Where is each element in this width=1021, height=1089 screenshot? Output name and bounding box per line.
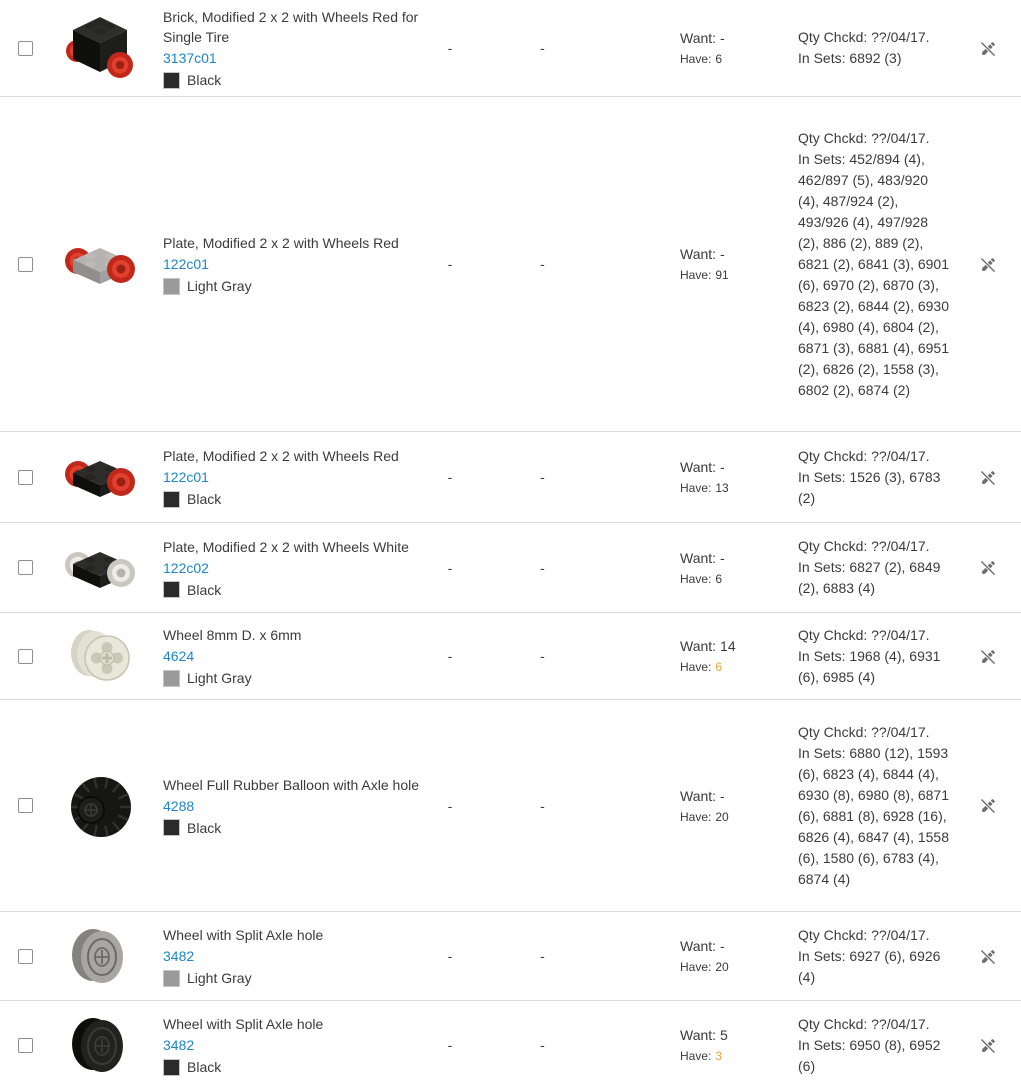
in-sets-values: 1968 (4), 6931 (6), 6985 (4) — [798, 647, 941, 685]
part-color — [163, 277, 420, 295]
column-value-2: - — [540, 797, 545, 814]
qty-checked-line — [798, 446, 949, 467]
qty-checked-value: ??/04/17. — [871, 626, 930, 643]
qty-checked-value: ??/04/17. — [871, 723, 930, 740]
black-plate-white-wheels-image[interactable] — [64, 532, 136, 604]
edit-disabled-icon[interactable] — [980, 948, 997, 965]
qty-checked-value: ??/04/17. — [871, 1015, 930, 1032]
part-image-cell — [50, 532, 150, 604]
have-value: 13 — [715, 481, 729, 495]
checkbox-cell — [0, 1038, 50, 1053]
part-number-link[interactable]: 3482 — [163, 1037, 195, 1053]
qty-checked-label: Qty Chckd: — [798, 29, 868, 45]
qty-checked-label: Qty Chckd: — [798, 129, 868, 146]
column-value-1: - — [447, 1037, 453, 1053]
have-line — [680, 810, 790, 824]
part-info-cell — [150, 233, 420, 295]
part-name: Brick, Modified 2 x 2 with Wheels Red for Single Tire — [163, 9, 419, 45]
color-name: Light Gray — [187, 278, 252, 294]
part-image-cell — [50, 620, 150, 692]
part-color — [163, 1058, 420, 1076]
in-sets-values: 6927 (6), 6926 (4) — [798, 947, 941, 985]
qty-sets-cell — [790, 27, 955, 69]
edit-cell — [955, 40, 1021, 57]
have-value: 20 — [715, 960, 729, 974]
light-gray-split-axle-wheel-image[interactable] — [64, 920, 136, 992]
qty-checked-label: Qty Chckd: — [798, 447, 868, 464]
color-name: Light Gray — [187, 670, 252, 686]
row-checkbox[interactable] — [18, 41, 33, 56]
have-label: Have: — [680, 960, 712, 974]
part-number-link[interactable]: 4624 — [163, 648, 195, 664]
checkbox-cell — [0, 257, 50, 272]
want-line — [680, 246, 790, 262]
in-sets-text — [798, 1035, 949, 1077]
part-image-cell — [50, 12, 150, 84]
checkbox-cell — [0, 470, 50, 485]
column-value-2: - — [540, 40, 545, 56]
color-name: Black — [187, 72, 222, 88]
part-name: Wheel Full Rubber Balloon with Axle hole — [163, 776, 420, 793]
part-number-link[interactable]: 4288 — [163, 797, 195, 814]
want-have-cell — [605, 459, 790, 495]
part-name: Wheel with Split Axle hole — [163, 927, 324, 943]
have-line — [680, 960, 790, 974]
qty-checked-line — [798, 536, 949, 557]
have-line — [680, 481, 790, 495]
in-sets-text — [798, 646, 949, 688]
column-value-1: - — [447, 559, 453, 576]
row-checkbox[interactable] — [18, 1038, 33, 1053]
part-number-link[interactable]: 3137c01 — [163, 50, 217, 66]
in-sets-values: 452/894 (4), 462/897 (5), 483/920 (4), 487/924 (2), 493/926 (4), 497/928 (2), 886 (2), 889 (2), 6821 (2), 6841 (3), 6901 (6), 6970 (2), 6870 (3), 6823 (2), 6844 (2), 6930 (4), 6980 (4), 6804 (2), 6871 (3), 6881 (4), 6951 (2), 6826 (2), 1558 (3), 6802 (2), 6874 (2) — [798, 150, 949, 398]
part-image-cell — [50, 1009, 150, 1081]
black-split-axle-wheel-image[interactable] — [64, 1009, 136, 1081]
want-line — [680, 1027, 790, 1043]
want-label: Want: — [680, 246, 717, 262]
edit-cell — [955, 559, 1021, 576]
edit-disabled-icon[interactable] — [980, 469, 997, 486]
want-line — [680, 938, 790, 954]
want-value: - — [720, 938, 725, 954]
want-value: 14 — [720, 638, 736, 654]
color-name: Black — [187, 581, 222, 598]
want-value: - — [720, 246, 725, 262]
in-sets-label: In Sets: — [798, 947, 846, 964]
row-checkbox[interactable] — [18, 798, 33, 813]
qty-checked-label: Qty Chckd: — [798, 538, 868, 554]
in-sets-label: In Sets: — [798, 744, 846, 761]
want-have-cell — [605, 30, 790, 66]
in-sets-values: 1526 (3), 6783 (2) — [798, 468, 941, 506]
part-number-link[interactable]: 122c01 — [163, 256, 209, 272]
have-line — [680, 660, 790, 674]
part-row — [0, 700, 1021, 912]
in-sets-values: 6827 (2), 6849 (2), 6883 (4) — [798, 559, 941, 596]
qty-checked-line — [798, 1014, 949, 1035]
edit-cell — [955, 1037, 1021, 1054]
have-label: Have: — [680, 52, 712, 66]
part-info-cell — [150, 1014, 420, 1076]
color-swatch — [163, 72, 180, 89]
in-sets-text — [798, 743, 949, 890]
part-row — [0, 0, 1021, 97]
have-value: 6 — [715, 571, 723, 586]
part-name: Wheel 8mm D. x 6mm — [163, 627, 302, 643]
want-line — [680, 788, 790, 804]
want-value: 5 — [720, 1027, 728, 1043]
qty-checked-line — [798, 27, 949, 48]
in-sets-label: In Sets: — [798, 50, 846, 66]
color-swatch — [163, 278, 180, 295]
checkbox-cell — [0, 560, 50, 575]
color-swatch — [163, 491, 180, 508]
color-name: Black — [187, 491, 222, 507]
part-row — [0, 97, 1021, 432]
qty-sets-cell — [790, 722, 955, 890]
in-sets-values: 6892 (3) — [849, 50, 902, 66]
row-checkbox[interactable] — [18, 949, 33, 964]
qty-checked-value: ??/04/17. — [871, 129, 930, 146]
part-color — [163, 581, 420, 599]
row-checkbox[interactable] — [18, 257, 33, 272]
have-label: Have: — [680, 809, 712, 824]
part-image-cell — [50, 228, 150, 300]
part-color — [163, 71, 420, 89]
want-line — [680, 638, 790, 654]
part-number-link[interactable]: 3482 — [163, 948, 195, 964]
part-row — [0, 1001, 1021, 1089]
column-value-1: - — [447, 40, 453, 56]
part-color — [163, 969, 420, 987]
have-label: Have: — [680, 481, 712, 495]
part-info-cell — [150, 446, 420, 508]
qty-checked-label: Qty Chckd: — [798, 1015, 868, 1032]
have-value: 20 — [715, 809, 729, 824]
have-label: Have: — [680, 268, 712, 282]
want-have-cell — [605, 246, 790, 282]
qty-checked-value: ??/04/17. — [871, 447, 930, 464]
edit-disabled-icon[interactable] — [980, 648, 997, 665]
want-have-cell — [605, 638, 790, 674]
want-label: Want: — [680, 938, 717, 954]
color-swatch — [163, 819, 180, 836]
part-number-link[interactable]: 122c02 — [163, 559, 209, 576]
want-have-cell — [605, 938, 790, 974]
part-info-cell — [150, 925, 420, 987]
qty-checked-value: ??/04/17. — [871, 538, 930, 554]
edit-disabled-icon[interactable] — [980, 40, 997, 57]
qty-checked-value: ??/04/17. — [871, 926, 930, 943]
column-value-2: - — [540, 948, 545, 964]
part-info-cell — [150, 537, 420, 599]
checkbox-cell — [0, 649, 50, 664]
black-plate-red-wheels-image[interactable] — [64, 441, 136, 513]
part-name: Plate, Modified 2 x 2 with Wheels Red — [163, 448, 399, 464]
want-label: Want: — [680, 638, 717, 654]
qty-checked-value: ??/04/17. — [871, 29, 930, 45]
qty-checked-label: Qty Chckd: — [798, 723, 868, 740]
row-checkbox[interactable] — [18, 649, 33, 664]
column-value-2: - — [540, 1037, 545, 1053]
column-value-2: - — [540, 256, 545, 272]
want-have-cell — [605, 550, 790, 586]
qty-sets-cell — [790, 1014, 955, 1077]
have-line — [680, 572, 790, 586]
part-row — [0, 912, 1021, 1001]
edit-disabled-icon[interactable] — [980, 256, 997, 273]
part-number-link[interactable]: 122c01 — [163, 469, 209, 485]
in-sets-text — [798, 557, 949, 599]
want-line — [680, 459, 790, 475]
qty-checked-line — [798, 625, 949, 646]
want-have-cell — [605, 1027, 790, 1063]
have-line — [680, 1049, 790, 1063]
edit-cell — [955, 648, 1021, 665]
part-image-cell — [50, 770, 150, 842]
color-swatch — [163, 1059, 180, 1076]
color-name: Black — [187, 819, 222, 836]
in-sets-values: 6880 (12), 1593 (6), 6823 (4), 6844 (4), 6930 (8), 6980 (8), 6871 (6), 6881 (8), 6928 (16), 6826 (4), 6847 (4), 1558 (6), 1580 (6), 6783 (4), 6874 (4) — [798, 744, 949, 887]
column-value-2: - — [540, 469, 545, 485]
qty-sets-cell — [790, 128, 955, 401]
color-swatch — [163, 670, 180, 687]
in-sets-text — [798, 149, 949, 401]
want-label: Want: — [680, 30, 717, 46]
edit-cell — [955, 948, 1021, 965]
light-gray-plate-red-wheels-image[interactable] — [64, 228, 136, 300]
part-info-cell — [150, 7, 420, 89]
part-name: Plate, Modified 2 x 2 with Wheels Red — [163, 235, 399, 251]
qty-checked-line — [798, 128, 949, 149]
row-checkbox[interactable] — [18, 560, 33, 575]
qty-sets-cell — [790, 625, 955, 688]
part-row — [0, 432, 1021, 523]
part-image-cell — [50, 441, 150, 513]
checkbox-cell — [0, 798, 50, 813]
part-info-cell — [150, 625, 420, 687]
want-value: - — [720, 549, 725, 566]
qty-sets-cell — [790, 925, 955, 988]
have-line — [680, 52, 790, 66]
in-sets-text — [798, 48, 949, 69]
have-label: Have: — [680, 571, 712, 586]
want-line — [680, 550, 790, 566]
want-label: Want: — [680, 459, 717, 475]
want-label: Want: — [680, 549, 717, 566]
in-sets-text — [798, 946, 949, 988]
color-swatch — [163, 581, 180, 598]
light-gray-wheel-8mm-image[interactable] — [64, 620, 136, 692]
qty-checked-label: Qty Chckd: — [798, 926, 868, 943]
in-sets-label: In Sets: — [798, 647, 846, 664]
edit-cell — [955, 797, 1021, 814]
edit-disabled-icon[interactable] — [980, 1037, 997, 1054]
want-value: - — [720, 459, 725, 475]
qty-sets-cell — [790, 536, 955, 599]
column-value-1: - — [447, 797, 453, 814]
checkbox-cell — [0, 41, 50, 56]
column-value-2: - — [540, 559, 545, 576]
edit-cell — [955, 469, 1021, 486]
have-value: 6 — [715, 52, 723, 66]
color-name: Black — [187, 1059, 222, 1075]
in-sets-text — [798, 467, 949, 509]
qty-sets-cell — [790, 446, 955, 509]
qty-checked-label: Qty Chckd: — [798, 626, 868, 643]
black-brick-red-wheels-image[interactable] — [64, 12, 136, 84]
in-sets-label: In Sets: — [798, 559, 846, 575]
want-label: Want: — [680, 1027, 717, 1043]
part-row — [0, 613, 1021, 700]
column-value-1: - — [447, 256, 453, 272]
column-value-2: - — [540, 648, 545, 664]
want-label: Want: — [680, 787, 717, 804]
want-line — [680, 30, 790, 46]
black-balloon-tire-image[interactable] — [64, 770, 136, 842]
edit-disabled-icon[interactable] — [980, 559, 997, 576]
row-checkbox[interactable] — [18, 470, 33, 485]
part-info-cell — [150, 775, 420, 837]
have-value: 3 — [715, 1049, 723, 1063]
column-value-1: - — [447, 648, 453, 664]
column-value-1: - — [447, 469, 453, 485]
color-swatch — [163, 970, 180, 987]
in-sets-values: 6950 (8), 6952 (6) — [798, 1036, 941, 1074]
want-value: - — [720, 30, 725, 46]
want-have-cell — [605, 788, 790, 824]
in-sets-label: In Sets: — [798, 150, 846, 167]
in-sets-label: In Sets: — [798, 468, 846, 485]
column-value-1: - — [447, 948, 453, 964]
color-name: Light Gray — [187, 970, 252, 986]
have-value: 6 — [715, 660, 723, 674]
part-image-cell — [50, 920, 150, 992]
part-color — [163, 490, 420, 508]
have-label: Have: — [680, 660, 712, 674]
edit-disabled-icon[interactable] — [980, 797, 997, 814]
checkbox-cell — [0, 949, 50, 964]
part-name: Plate, Modified 2 x 2 with Wheels White — [163, 538, 409, 555]
part-row — [0, 523, 1021, 613]
part-name: Wheel with Split Axle hole — [163, 1016, 324, 1032]
part-color — [163, 819, 420, 837]
want-value: - — [720, 787, 725, 804]
have-label: Have: — [680, 1049, 712, 1063]
qty-checked-line — [798, 722, 949, 743]
in-sets-label: In Sets: — [798, 1036, 846, 1053]
have-line — [680, 268, 790, 282]
have-value: 91 — [715, 268, 729, 282]
qty-checked-line — [798, 925, 949, 946]
part-color — [163, 669, 420, 687]
edit-cell — [955, 256, 1021, 273]
